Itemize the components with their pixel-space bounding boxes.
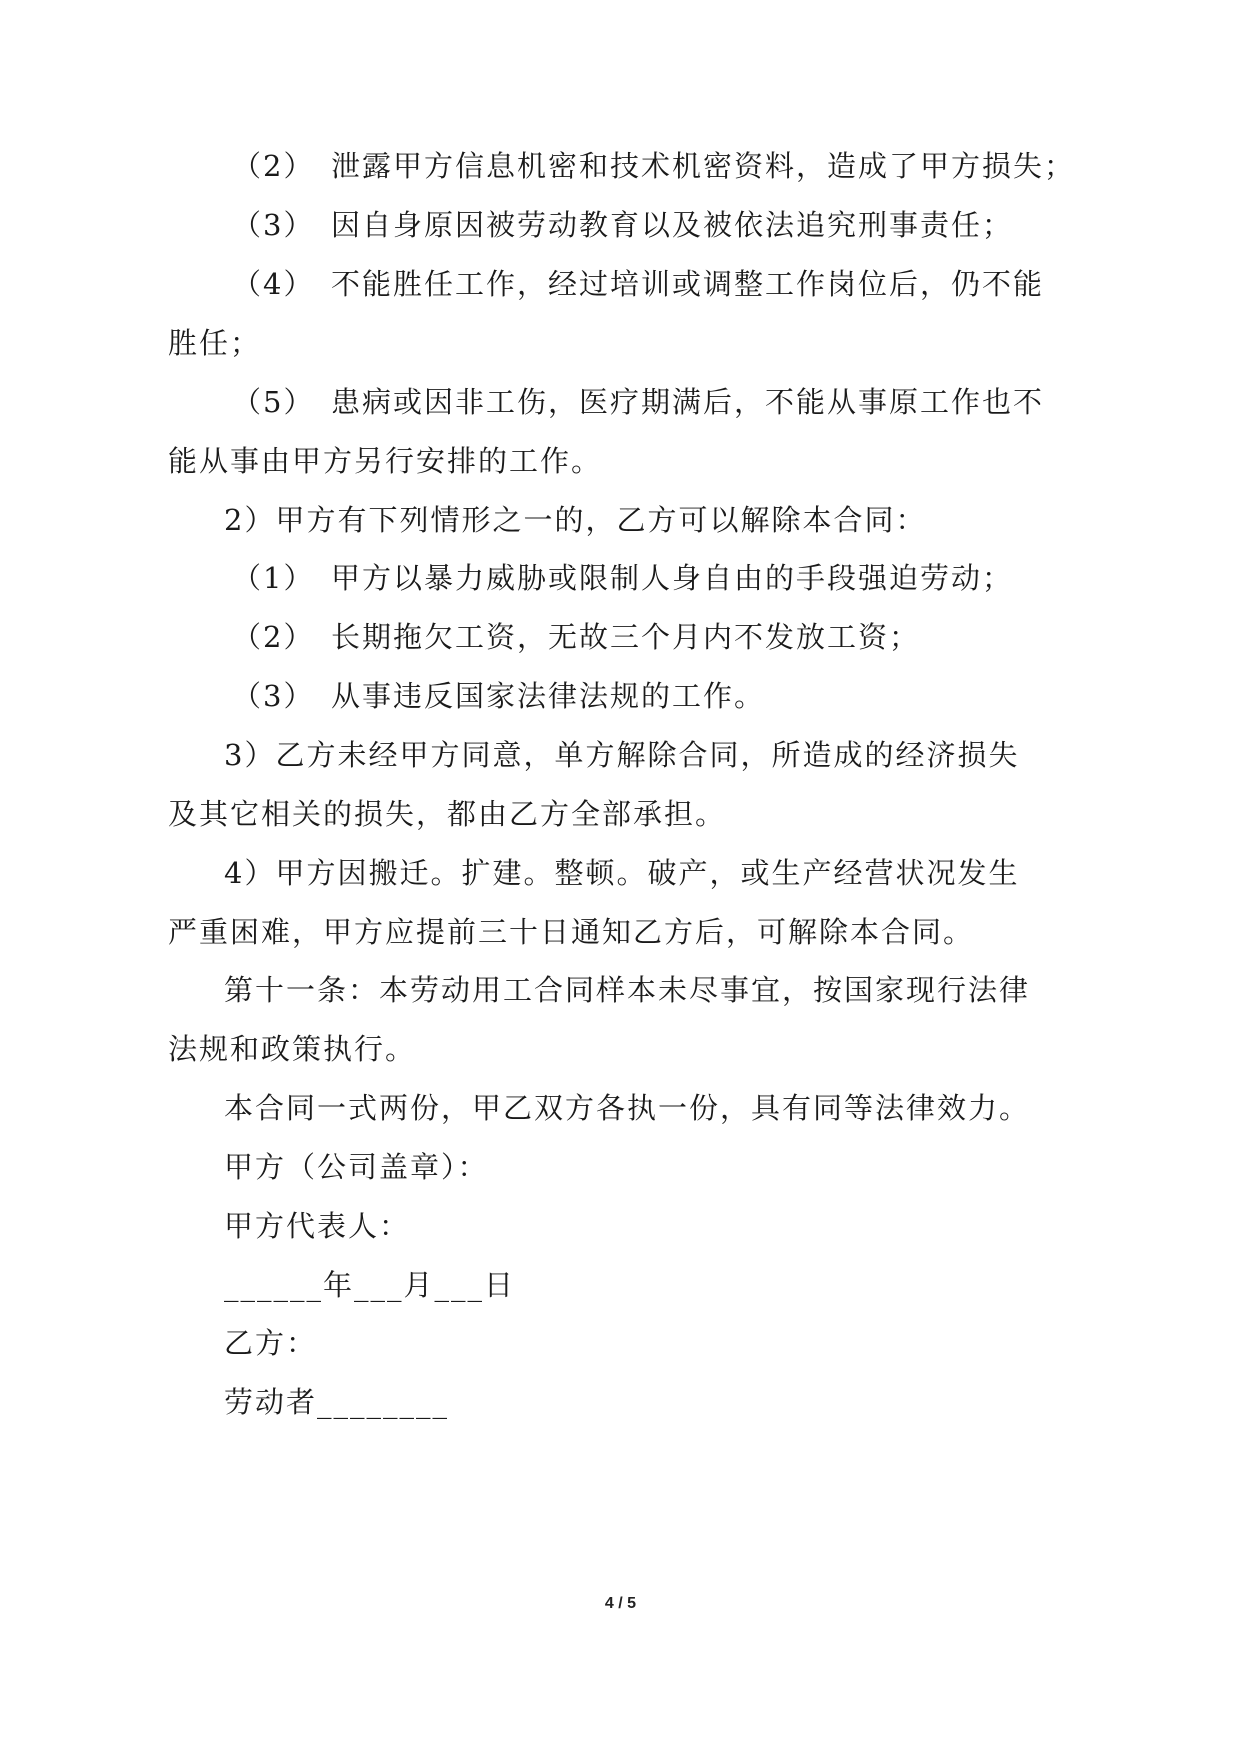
signature-representative: 甲方代表人： [224,1209,411,1243]
signature-worker: 劳动者________ [224,1385,450,1419]
clause-line: 严重困难，甲方应提前三十日通知乙方后，可解除本合同。 [168,915,975,949]
clause-line: 第十一条：本劳动用工合同样本未尽事宜，按国家现行法律 [224,973,1031,1007]
signature-party-a: 甲方（公司盖章）： [224,1150,489,1184]
clause-line: （3） 因自身原因被劳动教育以及被依法追究刑事责任； [232,208,1013,242]
page-number: 4 / 5 [604,1595,637,1612]
clause-line: （5） 患病或因非工伤，医疗期满后，不能从事原工作也不 [232,385,1044,419]
signature-date: ______年___月___日 [224,1268,516,1302]
clause-line: 法规和政策执行。 [168,1032,417,1066]
clause-line: （2） 长期拖欠工资，无故三个月内不发放工资； [232,620,920,654]
clause-line: 能从事由甲方另行安排的工作。 [168,444,603,478]
clause-line: （4） 不能胜任工作，经过培训或调整工作岗位后，仍不能 [232,267,1044,301]
clause-line: （3） 从事违反国家法律法规的工作。 [232,679,765,713]
clause-line: 及其它相关的损失，都由乙方全部承担。 [168,797,727,831]
clause-line: （1） 甲方以暴力威胁或限制人身自由的手段强迫劳动； [232,561,1013,595]
clause-line: 3）乙方未经甲方同意，单方解除合同，所造成的经济损失 [224,738,1020,772]
closing-line: 本合同一式两份，甲乙双方各执一份，具有同等法律效力。 [224,1091,1031,1125]
clause-line: 胜任； [168,326,262,360]
clause-line: 2）甲方有下列情形之一的，乙方可以解除本合同： [224,503,927,537]
clause-line: 4）甲方因搬迁。扩建。整顿。破产，或生产经营状况发生 [224,856,1020,890]
clause-line: （2） 泄露甲方信息机密和技术机密资料，造成了甲方损失； [232,149,1075,183]
signature-party-b: 乙方： [224,1326,318,1360]
